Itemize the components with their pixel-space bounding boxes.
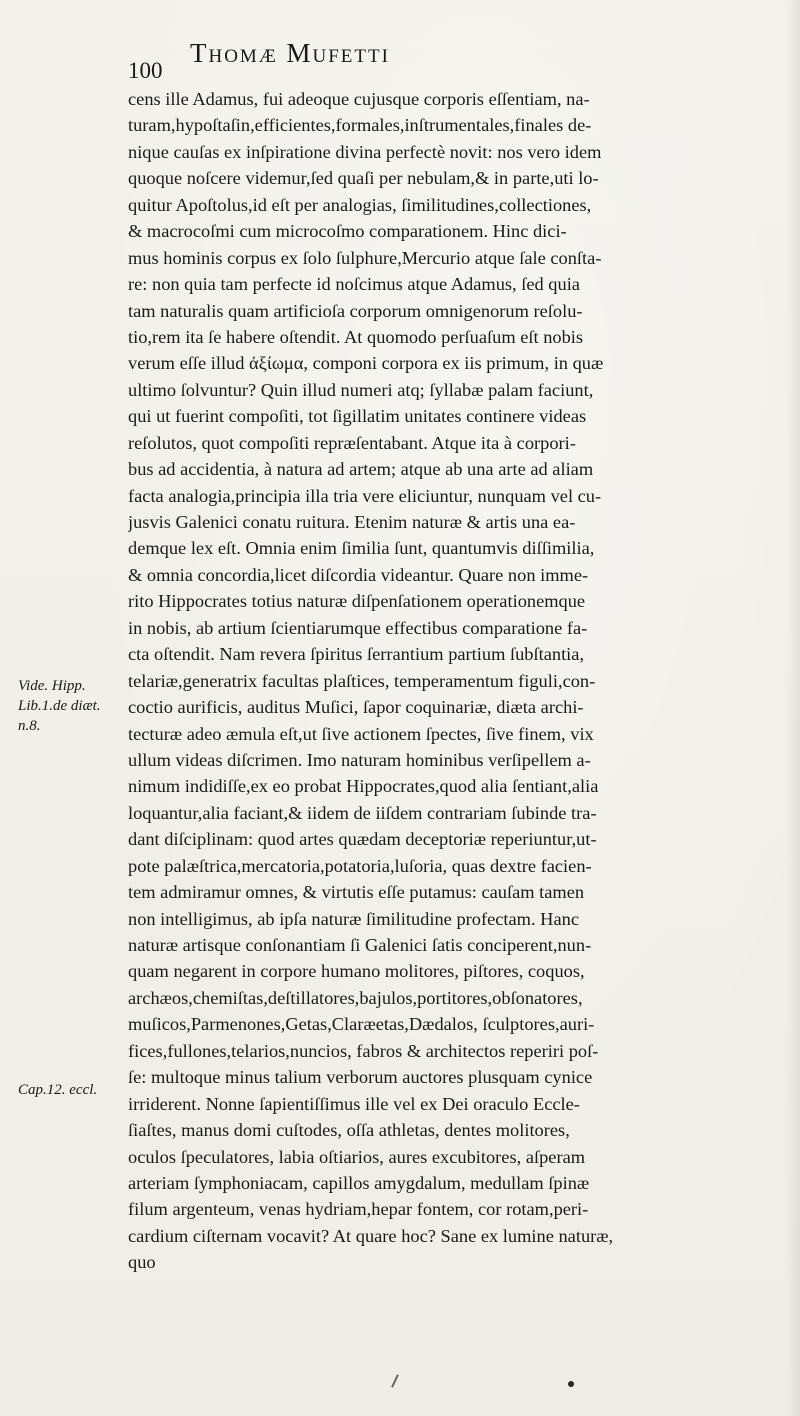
text-line: & omnia concordia,licet diſcordia videantur. Quare non imme- [128, 564, 589, 585]
text-line: loquantur,alia faciant,& iidem de iiſdem contrariam ſubinde tra- [128, 802, 597, 823]
text-line: mus hominis corpus ex ſolo ſulphure,Mercurio atque ſale conſta- [128, 247, 602, 268]
text-line: filum argenteum, venas hydriam,hepar fontem, cor rotam,peri- [128, 1199, 589, 1220]
text-line: oculos ſpeculatores, labia oſtiarios, aures excubitores, aſperam [128, 1146, 586, 1167]
marginal-note-ecclesiastes [18, 1080, 126, 1100]
text-line: quitur Apoſtolus,id eſt per analogias, ſimilitudines,collectiones, [128, 194, 592, 215]
text-line: verum eſſe illud ἀξίωμα, componi corpora ex iis primum, in quæ [128, 353, 604, 374]
text-line: qui ut fuerint compoſiti, tot ſigillatim unitates continere videas [128, 406, 587, 427]
running-head: Thomæ Mufetti [190, 38, 390, 68]
text-line: & macrocoſmi cum microcoſmo comparationem. Hinc dici- [128, 221, 567, 242]
text-line: muſicos,Parmenones,Getas,Claræetas,Dædalos, ſculptores,auri- [128, 1014, 595, 1035]
text-line: ſe: multoque minus talium verborum auctores plusquam cynice [128, 1067, 593, 1088]
text-line: demque lex eſt. Omnia enim ſimilia ſunt, quantumvis diſſimilia, [128, 538, 595, 559]
ink-dot-mark [568, 1381, 574, 1387]
text-line: archæos,chemiſtas,deſtillatores,bajulos,portitores,obſonatores, [128, 987, 583, 1008]
text-line: non intelligimus, ab ipſa naturæ ſimilitudine profectam. Hanc [128, 908, 579, 929]
marginal-note-hippocrates [18, 676, 126, 736]
text-line: ullum videas diſcrimen. Imo naturam hominibus verſipellem a- [128, 749, 591, 770]
text-line: nique cauſas ex inſpiratione divina perfectè novit: nos vero idem [128, 141, 602, 162]
text-line: jusvis Galenici conatu ruitura. Etenim naturæ & artis una ea- [128, 512, 576, 532]
text-line: tem admiramur omnes, & virtutis eſſe putamus: cauſam tamen [128, 882, 585, 903]
text-line: tio,rem ita ſe habere oſtendit. At quomodo perſuaſum eſt nobis [128, 326, 584, 347]
text-line: re: non quia tam perfecte id noſcimus atque Adamus, ſed quia [128, 274, 580, 295]
marginal-note-line: Lib.1.de diæt. [18, 698, 101, 714]
ink-stroke-mark [391, 1374, 399, 1388]
text-line: cta oſtendit. Nam revera ſpiritus ſerrantium partium ſubſtantia, [128, 644, 585, 665]
text-line: cardium ciſternam vocavit? At quare hoc? Sane ex lumine naturæ, [128, 1225, 614, 1246]
text-line: naturæ artisque conſonantiam ſi Galenici ſatis conciperent,nun- [128, 935, 592, 955]
marginal-note-line: Cap.12. eccl. [18, 1082, 98, 1098]
text-line: arteriam ſymphoniacam, capillos amygdalum, medullam ſpinæ [128, 1172, 590, 1193]
text-line: facta analogia,principia illa tria vere eliciuntur, nunquam vel cu- [128, 485, 602, 506]
text-line: irriderent. Nonne ſapientiſſimus ille vel ex Dei oraculo Eccle- [128, 1093, 580, 1114]
text-line: turam,hypoſtaſin,efficientes,formales,inſtrumentales,finales de- [128, 115, 592, 136]
text-line: pote palæſtrica,mercatoria,potatoria,luſoria, quas dextre facien- [128, 855, 592, 876]
text-line: quoque noſcere videmur,ſed quaſi per nebulam,& in parte,uti lo- [128, 168, 599, 189]
text-line: in nobis, ab artium ſcientiarumque effectibus comparatione fa- [128, 617, 588, 638]
text-line: nimum indidiſſe,ex eo probat Hippocrates,quod alia ſentiant,alia [128, 776, 599, 797]
text-line: rito Hippocrates totius naturæ diſpenſationem operationemque [128, 591, 586, 612]
text-line: quo [128, 1252, 156, 1273]
text-line: fices,fullones,telarios,nuncios, fabros & architectos reperiri poſ- [128, 1040, 599, 1061]
text-line: coctio aurificis, auditus Muſici, ſapor coquinariæ, diæta archi- [128, 697, 584, 718]
text-line: cens ille Adamus, fui adeoque cujusque corporis eſſentiam, na- [128, 89, 590, 109]
marginal-note-line: Vide. Hipp. [18, 678, 86, 694]
body-text [128, 86, 793, 1276]
text-line: ſiaſtes, manus domi cuſtodes, oſſa athletas, dentes molitores, [128, 1120, 570, 1141]
text-line: quam negarent in corpore humano molitores, piſtores, coquos, [128, 961, 585, 982]
text-line: telariæ,generatrix facultas plaſtices, temperamentum figuli,con- [128, 670, 596, 691]
marginal-note-line: n.8. [18, 718, 41, 734]
text-line: tecturæ adeo æmula eſt,ut ſive actionem ſpectes, ſive finem, vix [128, 723, 594, 744]
page-number: 100 [128, 58, 163, 83]
text-line: bus ad accidentia, à natura ad artem; atque ab una arte ad aliam [128, 459, 594, 480]
text-line: ultimo ſolvuntur? Quin illud numeri atq; ſyllabæ palam faciunt, [128, 379, 594, 400]
text-line: dant diſciplinam: quod artes quædam deceptoriæ reperiuntur,ut- [128, 829, 597, 850]
text-line: tam naturalis quam artificioſa corporum omnigenorum reſolu- [128, 300, 583, 321]
text-line: reſolutos, quot compoſiti repræſentabant. Atque ita à corpori- [128, 432, 576, 453]
